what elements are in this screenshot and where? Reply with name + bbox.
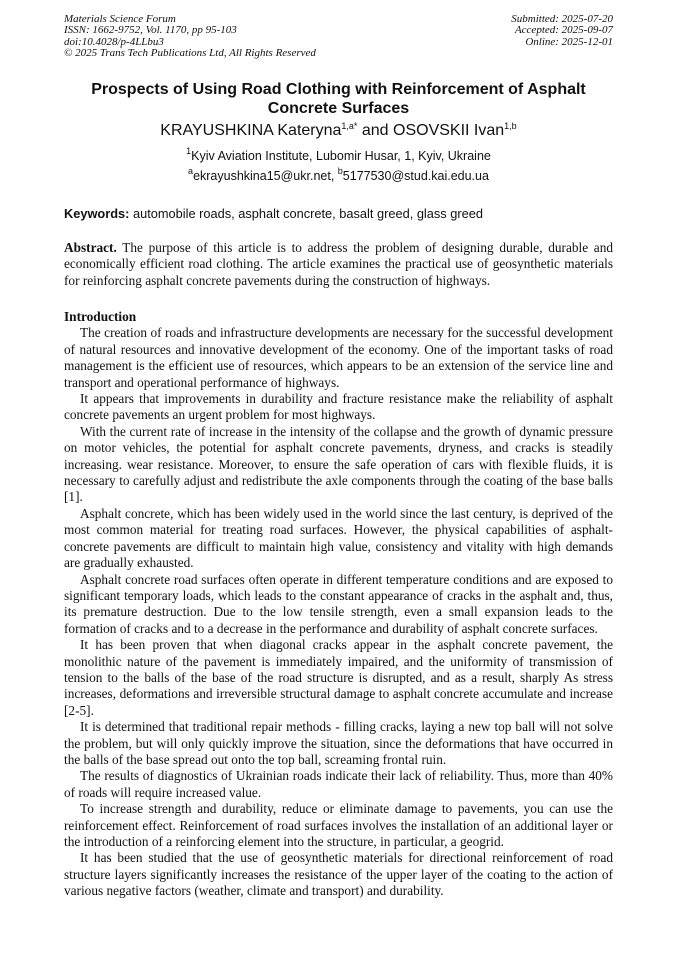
accepted-date: Accepted: 2025-09-07 bbox=[514, 24, 613, 37]
author-2: OSOVSKII Ivan bbox=[393, 122, 505, 139]
paper-title: Prospects of Using Road Clothing with Reinforcement of Asphalt Concrete Surfaces bbox=[91, 81, 586, 117]
affiliation bbox=[64, 146, 613, 163]
affiliation-marker: 1 bbox=[186, 146, 192, 156]
issn-line: ISSN: 1662-9752, Vol. 1170, pp 95-103 bbox=[64, 24, 237, 37]
keywords bbox=[64, 206, 483, 221]
section-heading: Introduction bbox=[64, 309, 137, 324]
doi-line: doi:10.4028/p-4LLbu3 bbox=[64, 35, 164, 48]
introduction-section bbox=[64, 309, 613, 900]
abstract-label: Abstract. bbox=[64, 240, 117, 255]
author-2-affiliation-marker: 1,b bbox=[504, 121, 517, 131]
paragraph: With the current rate of increase in the intensity of the collapse and the growth of dynamic pressure on motor vehicles, the potential for asphalt concrete pavements, dryness, and cracks is steadily increasing. wear resistance. Moreover, to ensure the safe operation of cars with flexible fluids, it is necessary to carefully adjust and redistribute the axle components through the coating of the base balls [1]. bbox=[64, 423, 613, 505]
author-1: KRAYUSHKINA Kateryna bbox=[160, 122, 342, 139]
journal-name: Materials Science Forum bbox=[64, 13, 176, 25]
abstract-text: The purpose of this article is to address the problem of designing durable, durable and economically efficient road clothing. The article examines the practical use of geosynthetic materials for reinforcing asphalt concrete pavements during the construction of highways. bbox=[64, 240, 613, 288]
keywords-text: automobile roads, asphalt concrete, basalt greed, glass greed bbox=[129, 206, 483, 221]
email-a-marker: a bbox=[188, 166, 194, 176]
journal-info bbox=[64, 14, 316, 60]
paragraph: To increase strength and durability, reduce or eliminate damage to pavements, you can use the reinforcement effect. Reinforcement of road surfaces involves the installation of an additional layer or the introduction of a reinforcing element into the structure, in particular, a geogrid. bbox=[64, 801, 613, 849]
paragraph: It appears that improvements in durability and fracture resistance make the reliability of asphalt concrete pavements an urgent problem for most highways. bbox=[64, 391, 613, 423]
paragraph: The results of diagnostics of Ukrainian roads indicate their lack of reliability. Thus, more than 40% of roads will require increased value. bbox=[64, 768, 613, 800]
paragraph: The creation of roads and infrastructure developments are necessary for the successful development of natural resources and innovative development of the economy. One of the important tasks of road management is the efficient use of resources, which appears to be an extension of the service line and transport and operational performance of highways. bbox=[64, 325, 613, 390]
online-date: Online: 2025-12-01 bbox=[525, 35, 613, 48]
abstract bbox=[64, 240, 613, 289]
keywords-label: Keywords: bbox=[64, 206, 130, 221]
author-1-affiliation-marker: 1,a* bbox=[341, 121, 358, 131]
authors bbox=[64, 122, 613, 140]
paragraph: It is determined that traditional repair methods - filling cracks, laying a new top ball will not solve the problem, but will only quickly improve the situation, since the deformations that have occurred in the balls of the base spread out onto the top ball, screaming frontal ruin. bbox=[64, 719, 613, 767]
author-emails bbox=[64, 166, 613, 183]
affiliation-text: Kyiv Aviation Institute, Lubomir Husar, 1, Kyiv, Ukraine bbox=[191, 149, 491, 163]
paragraph: Asphalt concrete, which has been widely used in the world since the last century, is deprived of the most common material for treating road surfaces. However, the physical capabilities of asphalt-concrete pavements are difficult to maintain high value, consistency and vitality with high demands are gradually exhausted. bbox=[64, 505, 613, 571]
publication-dates bbox=[511, 14, 613, 48]
paragraph: Asphalt concrete road surfaces often operate in different temperature conditions and are exposed to significant temporary loads, which leads to the constant appearance of cracks in the asphalt and, thus, its premature destruction. Due to the low tensile strength, even a small expansion leads to the formation of cracks and to a decrease in the performance and durability of asphalt concrete surfaces. bbox=[64, 571, 613, 636]
email-b[interactable]: 5177530@stud.kai.edu.ua bbox=[342, 169, 489, 183]
email-a[interactable]: ekrayushkina15@ukr.net, bbox=[193, 169, 338, 183]
copyright-line: © 2025 Trans Tech Publications Ltd, All Rights Reserved bbox=[64, 47, 316, 60]
author-conjunction: and bbox=[357, 122, 394, 139]
paragraph: It has been proven that when diagonal cracks appear in the asphalt concrete pavement, the monolithic nature of the pavement is immediately impaired, and the uniformity of transmission of tension to the balls of the base of the road structure is disrupted, and as a result, sharply As stress increases, deformations and irreversible structural damage to asphalt concrete accumulate and increase [2-5]. bbox=[64, 637, 613, 718]
email-b-marker: b bbox=[337, 166, 343, 176]
paragraph: It has been studied that the use of geosynthetic materials for directional reinforcement of road structure layers significantly increases the resistance of the upper layer of the coating to the action of various negative factors (weather, climate and transport) and durability. bbox=[64, 850, 613, 899]
submitted-date: Submitted: 2025-07-20 bbox=[511, 13, 613, 25]
